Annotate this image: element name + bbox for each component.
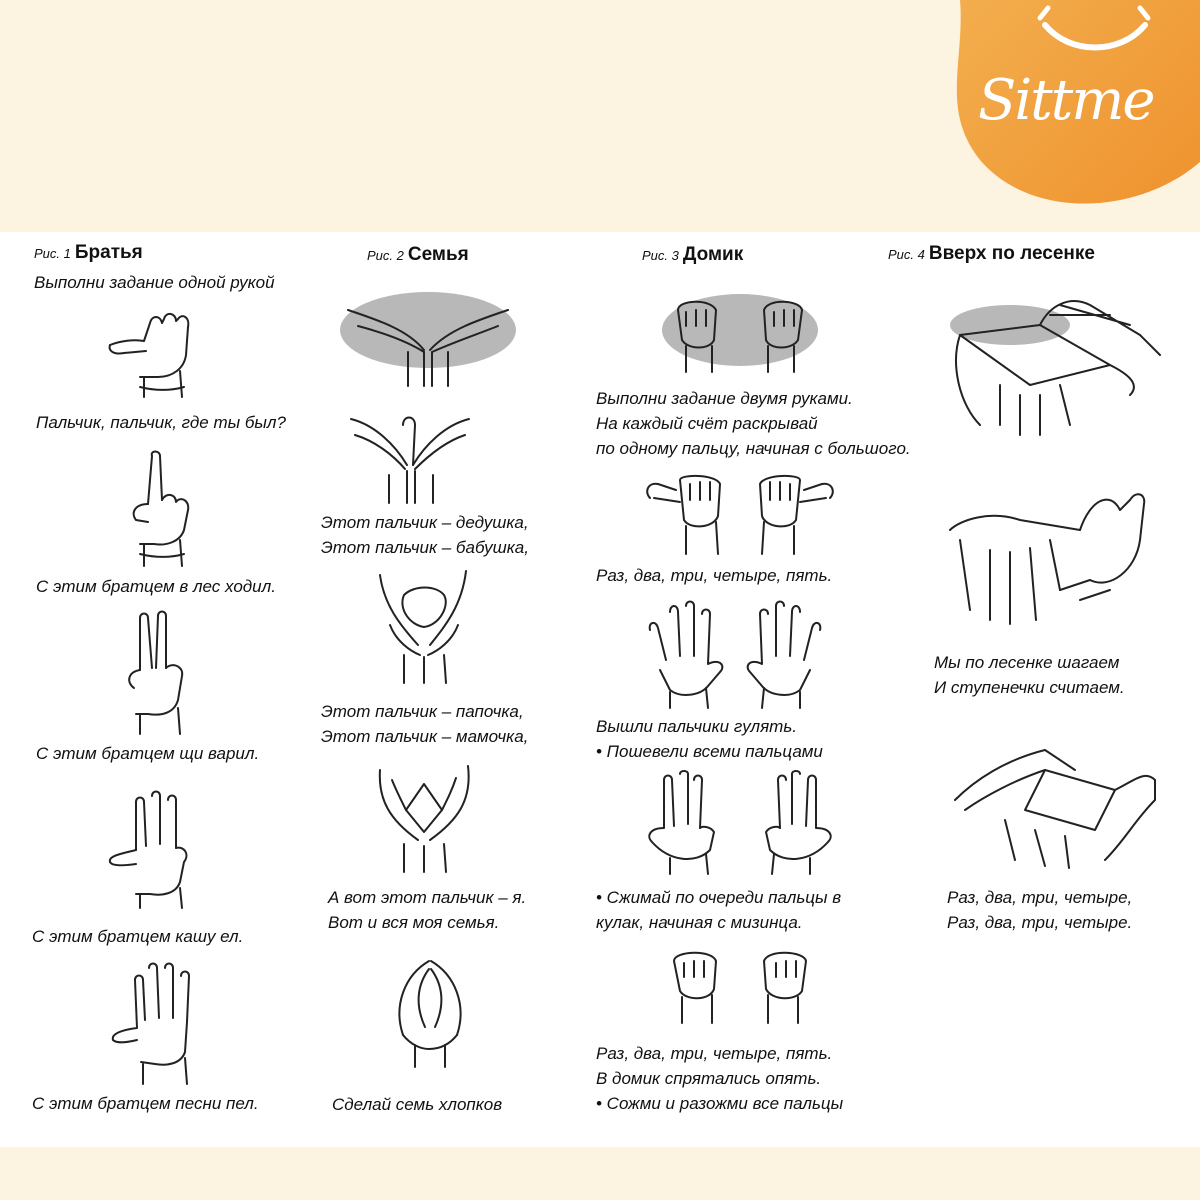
caption-line: Этот пальчик – бабушка, [321,538,529,557]
two-open-palms-icon [630,600,840,710]
hands-ladder-icon [940,480,1170,630]
caption [596,563,832,588]
caption-line: • Пошевели всеми пальцами [596,742,823,761]
caption-line: Мы по лесенке шагаем [934,653,1120,672]
caption-line: Сделай семь хлопков [332,1095,503,1114]
caption-line: • Сжимай по очереди пальцы в [596,888,842,907]
caption-line: На каждый счёт раскрывай [596,414,818,433]
caption: С этим братцем кашу ел. [32,927,244,946]
caption-line: • Сожми и разожми все пальцы [596,1094,844,1113]
brand-logo[interactable]: Sittme [978,68,1154,133]
two-hands-fingers-touching-icon [385,955,475,1070]
caption [332,1092,502,1117]
fig-label: Рис. 2 [367,248,404,263]
caption [321,510,529,560]
caption [321,699,528,749]
instruction: Выполни задание одной рукой [34,273,275,292]
two-hands-fingers-touching-icon [345,405,475,505]
caption: С этим братцем песни пел. [32,1094,259,1113]
caption [596,714,823,764]
caption [328,885,526,935]
caption-line: Этот пальчик – папочка, [321,702,524,721]
fig-title: Братья [74,242,143,263]
two-fingers-up-hand-icon [100,610,210,735]
open-palm-hand-icon [105,960,215,1085]
fig-label: Рис. 3 [642,248,679,263]
fig-label: Рис. 1 [34,246,71,261]
caption [934,650,1125,700]
caption [596,1041,843,1116]
caption-line: Раз, два, три, четыре, пять. [596,1044,833,1063]
three-fingers-up-hand-icon [100,790,210,910]
caption-line: А вот этот пальчик – я. [328,888,527,907]
caption [596,885,841,935]
caption-line: Этот пальчик – дедушка, [321,513,529,532]
caption-line: И ступенечки считаем. [934,678,1125,697]
fig-title: Домик [682,244,744,265]
caption-line: Раз, два, три, четыре, [947,888,1133,907]
heading-fig-1 [34,242,143,264]
two-hands-fingers-touching-icon [338,290,518,390]
two-hands-fingers-touching-icon [370,565,480,685]
fig-title: Семья [407,244,469,265]
caption-line: кулак, начиная с мизинца. [596,913,803,932]
fig-label: Рис. 4 [888,247,925,262]
instruction [596,386,911,461]
caption: С этим братцем в лес ходил. [36,577,276,596]
two-fists-icon [640,468,840,556]
thumb-up-hand-icon [100,305,210,400]
caption-line: Выполни задание двумя руками. [596,389,853,408]
two-open-palms-icon [640,770,840,875]
two-fists-icon [660,945,820,1025]
caption-line: Раз, два, три, четыре, пять. [596,566,833,585]
hands-ladder-icon [940,285,1170,445]
fig-title: Вверх по лесенке [928,243,1095,264]
caption-line: Раз, два, три, четыре. [947,913,1133,932]
caption-line: В домик спрятались опять. [596,1069,822,1088]
heading-fig-3 [642,244,743,266]
index-finger-up-hand-icon [100,448,210,568]
caption: С этим братцем щи варил. [36,744,260,763]
two-hands-fingers-touching-icon [370,760,480,875]
caption-line: Вышли пальчики гулять. [596,717,798,736]
caption: Пальчик, пальчик, где ты был? [36,413,286,432]
heading-fig-2 [367,244,469,266]
caption-line: Вот и вся моя семья. [328,913,500,932]
caption [947,885,1132,935]
caption-line: по одному пальцу, начиная с большого. [596,439,911,458]
caption-line: Этот пальчик – мамочка, [321,727,529,746]
hands-ladder-icon [945,740,1165,870]
two-fists-icon [660,290,820,375]
heading-fig-4 [888,243,1095,265]
